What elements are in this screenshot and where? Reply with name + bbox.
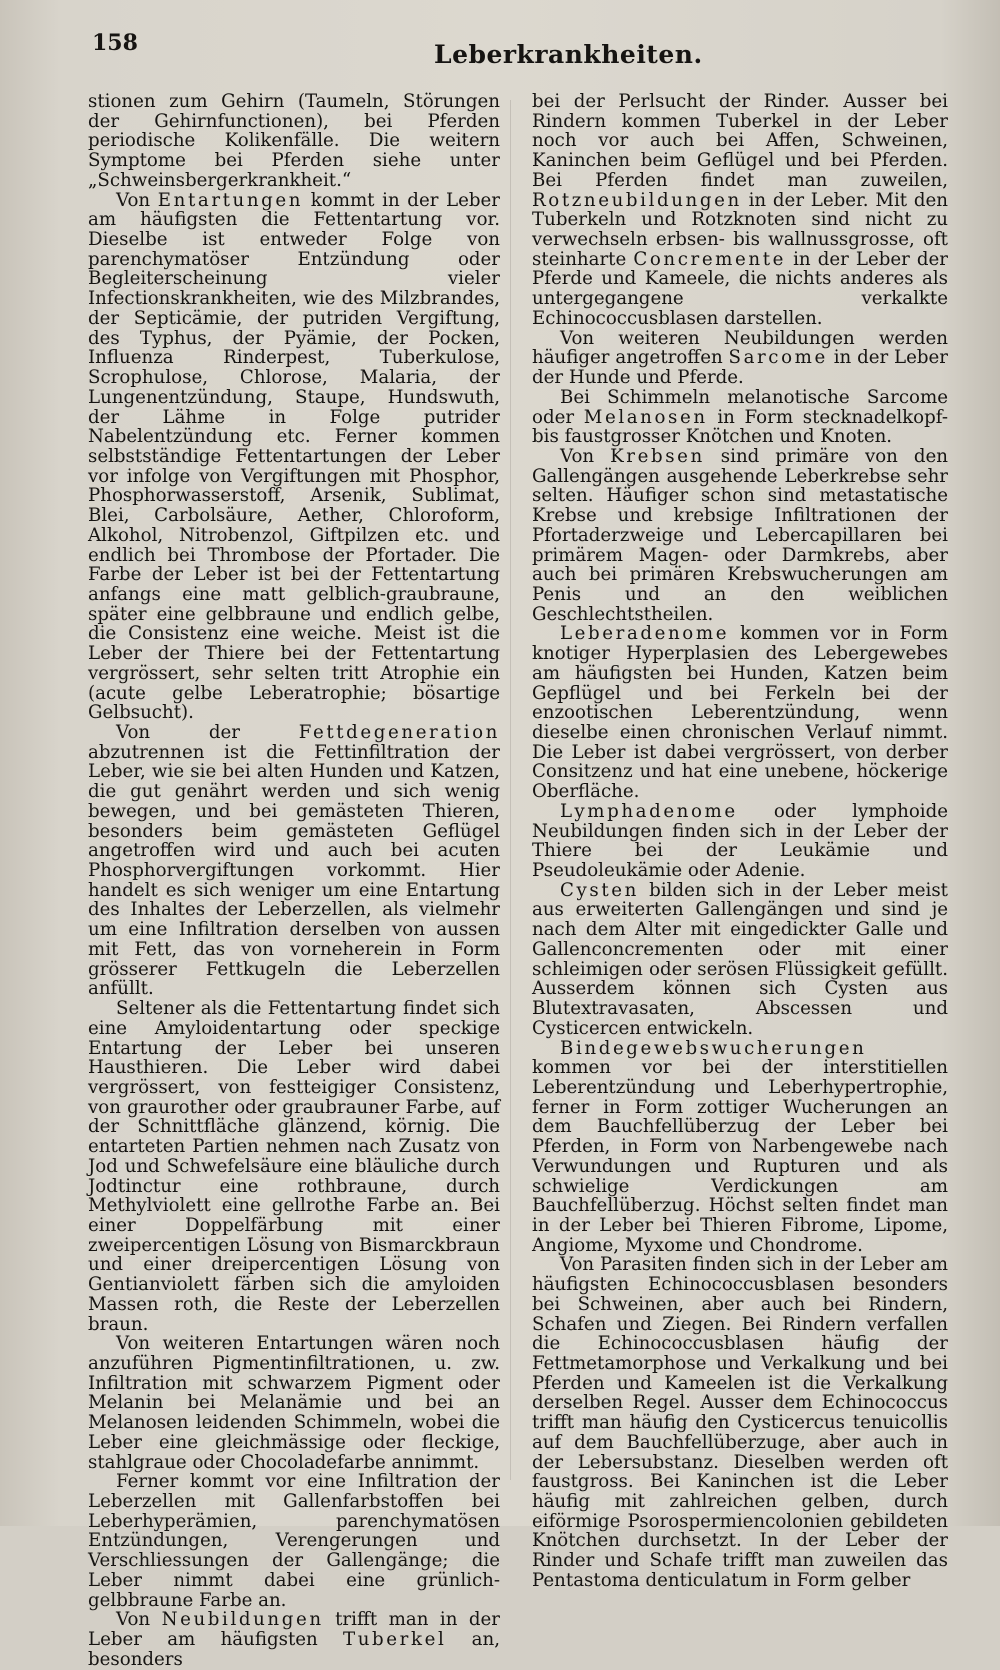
spaced-term: Neubildungen — [161, 1609, 324, 1631]
paragraph: Von weiteren Entartungen wären noch anzuführen Pigmentinfiltrationen, u. zw. Infiltration mit schwarzem Pigment oder Melanin bei Melanämie und bei an Melanosen leidenden Schimmeln, wobei die Leber eine gleichmässige oder fleckige, stahlgraue oder Chocoladefarbe annimmt. — [88, 1333, 500, 1473]
spaced-term: Leberadenome — [560, 623, 730, 645]
spaced-term: Concremente — [633, 248, 786, 270]
spaced-term: Entartungen — [157, 189, 304, 211]
paragraph: stionen zum Gehirn (Taumeln, Störungen der Gehirnfunctionen), bei Pferden periodische Kolikenfälle. Die weitern Symptome bei Pferden siehe unter „Schweinsbergerkrankheit.“ — [88, 91, 500, 191]
paragraph: Von der Fettdegeneration abzutrennen ist die Fettinfiltration der Leber, wie sie bei alten Hunden und Katzen, die gut genährt werden und sich wenig bewegen, und bei gemästeten Thieren, besonders beim gemästeten Geflügel angetroffen wird und auch bei acuten Phosphorvergiftungen vorkommt. Hier handelt es sich weniger um eine Entartung des Inhaltes der Leberzellen, als vielmehr um eine Infiltration derselben von aussen mit Fett, das von vorneherein in Form grösserer Fettkugeln die Leberzellen anfüllt. — [88, 722, 500, 1000]
paragraph: Von Entartungen kommt in der Leber am häufigsten die Fettentartung vor. Dieselbe ist entweder Folge von parenchymatöser Entzündung oder Begleiterscheinung vieler Infectionskrankheiten, wie des Milzbrandes, der Septicämie, der putriden Vergiftung, des Typhus, der Pyämie, der Pocken, Influenza Rinderpest, Tuberkulose, Scrophulose, Chlorose, Malaria, der Lungenentzündung, Staupe, Hundswuth, der Lähme in Folge putrider Nabelentzündung etc. Ferner kommen selbstständige Fettentartungen der Leber vor infolge von Vergiftungen mit Phosphor, Phosphorwasserstoff, Arsenik, Sublimat, Blei, Carbolsäure, Aether, Chloroform, Alkohol, Nitrobenzol, Giftpilzen etc. und endlich bei Thrombose der Pfortader. Die Farbe der Leber ist bei der Fettentartung anfangs eine matt gelblich-graubraune, später eine gelbbraune und endlich gelbe, die Consistenz eine weiche. Meist ist die Leber der Thiere bei der Fettentartung vergrössert, sehr selten tritt Atrophie ein (acute gelbe Leberatrophie; bösartige Gelbsucht). — [88, 189, 500, 724]
paragraph: Cysten bilden sich in der Leber meist aus erweiterten Gallengängen und sind je nach dem Alter mit eingedickter Galle und Gallenconcrementen oder mit einer schleimigen oder serösen Flüssigkeit gefüllt. Ausserdem können sich Cysten aus Blutextravasaten, Abscessen und Cysticercen entwickeln. — [532, 879, 948, 1039]
spaced-term: Fettdegeneration — [298, 722, 500, 743]
spaced-term: Rotzneubildungen — [532, 189, 742, 211]
paragraph: Ferner kommt vor eine Infiltration der Leberzellen mit Gallenfarbstoffen bei Leberhyperämien, parenchymatösen Entzündungen, Verengerungen und Verschliessungen der Gallengänge; die Leber nimmt dabei eine grünlich-gelbbraune Farbe an. — [88, 1471, 500, 1611]
paragraph: Von Neubildungen trifft man in der Leber am häufigsten Tuberkel an, besonders — [88, 1609, 500, 1670]
paragraph: Bei Schimmeln melanotische Sarcome oder Melanosen in Form stecknadelkopf- bis faustgrosser Knötchen und Knoten. — [532, 386, 948, 448]
spaced-term: Lymphadenome — [560, 800, 738, 822]
paragraph: Von Parasiten finden sich in der Leber am häufigsten Echinococcusblasen besonders bei Schweinen, aber auch bei Rindern, Schafen und Ziegen. Bei Rindern verfallen die Echinococcusblasen häufig der Fettmetamorphose und Verkalkung und bei Pferden und Kameelen ist die Verkalkung derselben Regel. Ausser dem Echinococcus trifft man häufig den Cysticercus tenuicollis auf dem Bauchfellüberzuge, aber auch in der Lebersubstanz. Dieselben werden oft faustgross. Bei Kaninchen ist die Leber häufig mit zahlreichen gelben, durch eiförmige Psorospermiencolonien gebildeten Knötchen durchsetzt. In der Leber der Rinder und Schafe trifft man zuweilen das Pentastoma denticulatum in Form gelber — [532, 1254, 948, 1591]
paragraph: Seltener als die Fettentartung findet sich eine Amyloidentartung oder speckige Entartung der Leber bei unseren Hausthieren. Die Leber wird dabei vergrössert, von festteigiger Consistenz, von graurother oder graubrauner Farbe, auf der Schnittfläche glänzend, körnig. Die entarteten Partien nehmen nach Zusatz von Jod und Schwefelsäure eine bläuliche durch Jodtinctur eine rothbraune, durch Methylviolett eine gellrothe Farbe an. Bei einer Doppelfärbung mit einer zweipercentigen Lösung von Bismarckbraun und einer dreipercentigen Lösung von Gentianviolett färben sich die amyloiden Massen roth, die Reste der Leberzellen braun. — [88, 998, 500, 1335]
paragraph: Bindegewebswucherungen kommen vor bei der interstitiellen Leberentzündung und Leberhypertrophie, ferner in Form zottiger Wucherungen an dem Bauchfellüberzug der Leber bei Pferden, in Form von Narbengewebe nach Verwundungen und Rupturen und als schwielige Verdickungen am Bauchfellüberzug. Höchst selten findet man in der Leber bei Thieren Fibrome, Lipome, Angiome, Myxome und Chondrome. — [532, 1037, 948, 1256]
left-column — [88, 92, 500, 1670]
running-title: Leberkrankheiten. — [434, 40, 703, 69]
paragraph: Leberadenome kommen vor in Form knotiger Hyperplasien des Lebergewebes am häufigsten bei Hunden, Katzen beim Gepflügel und bei Ferkeln bei der enzootischen Leberentzündung, wenn dieselbe einen chronischen Verlauf nimmt. Die Leber ist dabei vergrössert, von derber Consitzenz und hat eine unebene, höckerige Oberfläche. — [532, 623, 948, 803]
paragraph: Von Krebsen sind primäre von den Gallengängen ausgehende Leberkrebse sehr selten. Häufiger schon sind metastatische Krebse und krebsige Infiltrationen der Pfortaderzweige und Lebercapillaren bei primärem Magen- oder Darmkrebs, aber auch bei primären Krebswucherungen am Penis und an den weiblichen Geschlechtstheilen. — [532, 445, 948, 625]
spaced-term: Sarcome — [728, 347, 828, 369]
right-column — [532, 92, 948, 1591]
paragraph: bei der Perlsucht der Rinder. Ausser bei Rindern kommen Tuberkel in der Leber noch vor auch bei Affen, Schweinen, Kaninchen beim Geflügel und bei Pferden. Bei Pferden findet man zuweilen, Rotzneubildungen in der Leber. Mit den Tuberkeln und Rotzknoten sind nicht zu verwechseln erbsen- bis wallnussgrosse, oft steinharte Concremente in der Leber der Pferde und Kameele, die nichts anderes als untergegangene verkalkte Echinococcusblasen darstellen. — [532, 91, 949, 329]
column-gutter — [510, 100, 511, 1480]
spaced-term: Cysten — [560, 879, 639, 901]
paragraph: Von weiteren Neubildungen werden häufiger angetroffen Sarcome in der Leber der Hunde und Pferde. — [532, 327, 948, 389]
paragraph: Lymphadenome oder lymphoide Neubildungen finden sich in der Leber der Thiere bei der Leukämie und Pseudoleukämie oder Adenie. — [532, 800, 948, 882]
spaced-term: Tuberkel — [343, 1629, 447, 1651]
spaced-term: Melanosen — [583, 406, 708, 428]
spaced-term: Bindegewebswucherungen — [560, 1037, 867, 1059]
spaced-term: Krebsen — [610, 445, 705, 467]
page-number: 158 — [92, 30, 138, 56]
